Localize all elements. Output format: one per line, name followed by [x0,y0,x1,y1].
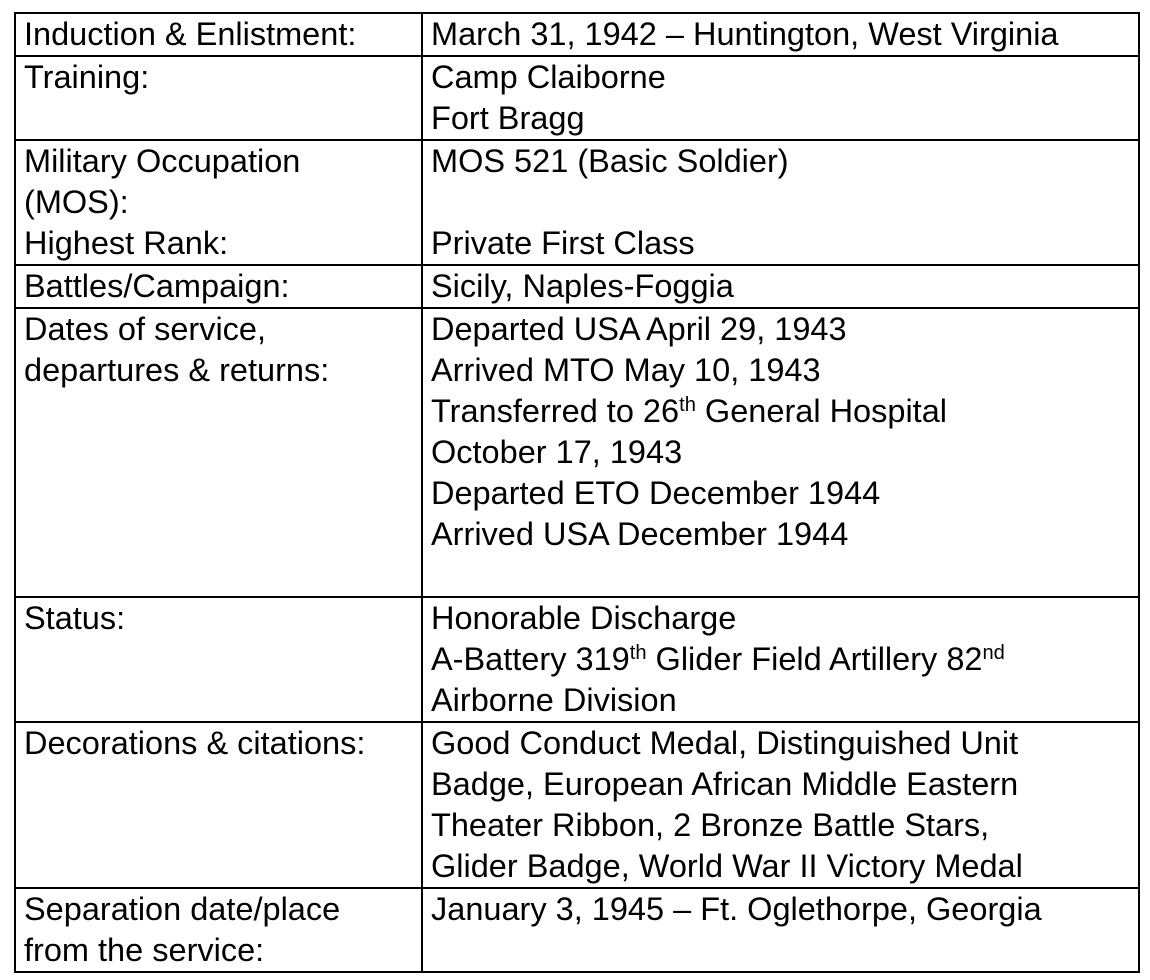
table-row [15,888,1139,972]
row-label-status: Status: [15,597,422,722]
row-label-separation: Separation date/place from the service: [15,888,422,972]
row-value-mos: MOS 521 (Basic Soldier) [422,140,1139,223]
table-row [15,265,1139,308]
row-label-decorations: Decorations & citations: [15,722,422,888]
row-value-training: Camp Claiborne Fort Bragg [422,56,1139,140]
row-label-rank: Highest Rank: [15,223,422,265]
row-value-dates: Departed USA April 29, 1943 Arrived MTO May 10, 1943 Transferred to 26th General Hospital October 17, 1943 Departed ETO December 1944 Arrived USA December 1944 [422,308,1139,597]
service-record-table [14,12,1140,973]
row-label-battles: Battles/Campaign: [15,265,422,308]
row-label-induction: Induction & Enlistment: [15,13,422,56]
row-label-dates: Dates of service, departures & returns: [15,308,422,597]
row-value-decorations: Good Conduct Medal, Distinguished Unit Badge, European African Middle Eastern Theater Ribbon, 2 Bronze Battle Stars, Glider Badge, World War II Victory Medal [422,722,1139,888]
table-row [15,13,1139,56]
row-value-rank: Private First Class [422,223,1139,265]
table-row [15,223,1139,265]
row-value-battles: Sicily, Naples-Foggia [422,265,1139,308]
row-value-separation: January 3, 1945 – Ft. Oglethorpe, Georgia [422,888,1139,972]
table-row [15,140,1139,223]
row-value-induction: March 31, 1942 – Huntington, West Virginia [422,13,1139,56]
row-label-training: Training: [15,56,422,140]
table-row [15,722,1139,888]
row-label-mos: Military Occupation (MOS): [15,140,422,223]
table-row [15,308,1139,597]
row-value-status: Honorable Discharge A-Battery 319th Glider Field Artillery 82nd Airborne Division [422,597,1139,722]
table-row [15,56,1139,140]
table-row [15,597,1139,722]
